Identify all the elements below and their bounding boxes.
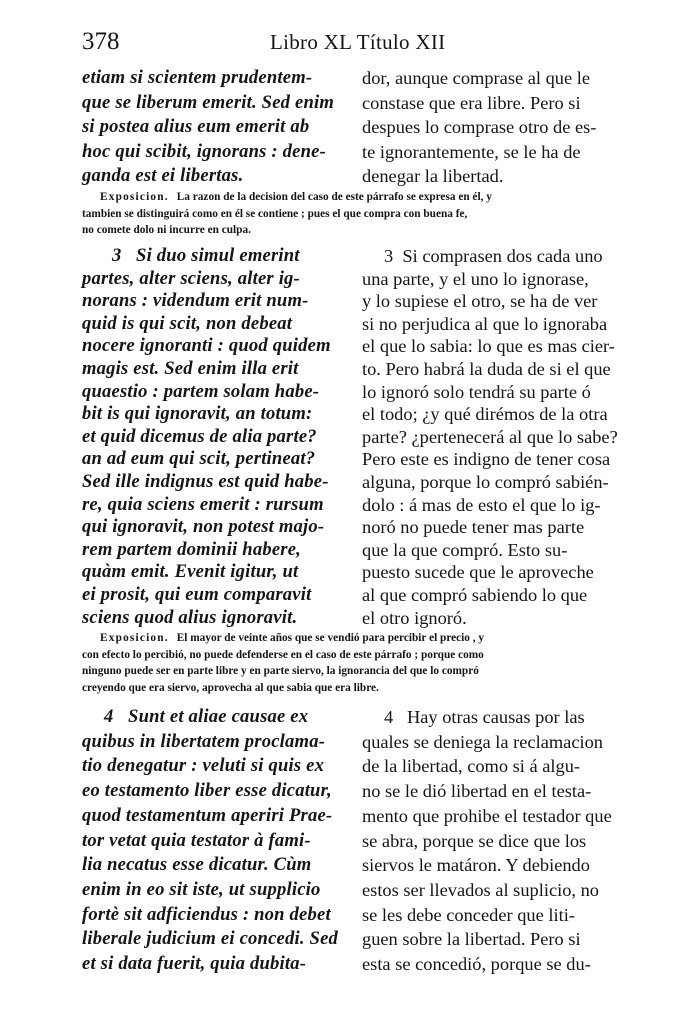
note-text: La razon de la decision del caso de este párrafo se expresa en él, y: [176, 191, 492, 203]
exposicion-note-1: [82, 189, 612, 239]
latin-line: quaestio : partem solam habe-: [82, 380, 320, 402]
latin-line: enim in eo sit iste, ut supplicio: [82, 878, 321, 900]
latin-line: 4 Sunt et aliae causae ex: [104, 706, 309, 727]
latin-column-3: [82, 705, 338, 977]
latin-line: quàm emit. Evenit igitur, ut: [82, 561, 299, 583]
spanish-line: guen sobre la libertad. Pero si: [362, 929, 581, 950]
note-text: El mayor de veinte años que se vendió para percibir el precio , y: [176, 632, 485, 644]
spanish-line: de la libertad, como si á algu-: [362, 756, 581, 777]
spanish-line: te ignorantemente, se le ha de: [362, 141, 581, 162]
note-line: no comete dolo ni incurre en culpa.: [82, 224, 251, 237]
latin-line: fortè sit adficiendus : non debet: [82, 903, 331, 925]
spanish-line: quales se deniega la reclamacion: [362, 731, 603, 752]
spanish-line: esta se concedió, porque se du-: [362, 954, 591, 975]
note-line: tambien se distinguirá como en él se contiene ; pues el que compra con buena fe,: [82, 207, 468, 220]
latin-line: quod testamentum aperiri Prae-: [82, 804, 333, 826]
latin-line: 3 Si duo simul emerint: [112, 245, 300, 266]
spanish-line: una parte, y el uno lo ignorase,: [362, 268, 589, 289]
latin-line: partes, alter sciens, alter ig-: [82, 267, 300, 289]
note-line: [82, 630, 612, 647]
latin-line: et quid dicemus de alia parte?: [82, 425, 317, 447]
spanish-line: se abra, porque se dice que los: [362, 830, 587, 851]
latin-line: si postea alius eum emerit ab: [82, 116, 310, 137]
latin-column-2: [82, 245, 331, 629]
spanish-column-3: [362, 705, 612, 977]
spanish-line: Pero este es indigno de tener cosa: [362, 449, 611, 470]
spanish-line: siervos le matáron. Y debiendo: [362, 855, 590, 876]
latin-line: ei prosit, qui eum comparavit: [82, 583, 312, 605]
latin-line: Sed ille indignus est quid habe-: [82, 470, 329, 492]
spanish-column-2: [362, 245, 618, 629]
latin-line: magis est. Sed enim illa erit: [82, 357, 299, 379]
spanish-line: y lo supiese el otro, se ha de ver: [362, 291, 598, 312]
spanish-line: despues lo comprase otro de es-: [362, 117, 597, 137]
spanish-line: parte? ¿pertenecerá al que lo sabe?: [362, 426, 618, 447]
running-title: Libro XL Título XII: [270, 30, 446, 54]
latin-line: re, quia sciens emerit : rursum: [82, 493, 324, 515]
spanish-line: alguna, porque lo compró sabién-: [362, 471, 609, 492]
latin-line: ganda est ei libertas.: [82, 165, 244, 186]
latin-line: quibus in libertatem proclama-: [82, 730, 326, 752]
latin-line: quid is qui scit, non debeat: [82, 312, 293, 334]
latin-line: hoc qui scibit, ignorans : dene-: [82, 140, 327, 162]
latin-line: liberale judicium ei concedi. Sed: [82, 928, 339, 950]
latin-line: nocere ignoranti : quod quidem: [82, 335, 331, 357]
spanish-line: 3 Si comprasen dos cada uno: [384, 246, 603, 266]
page-number: 378: [82, 28, 120, 55]
spanish-line: mento que prohibe el testador que: [362, 805, 612, 826]
exposicion-note-2: [82, 630, 612, 697]
spanish-line: si no perjudica al que lo ignoraba: [362, 313, 608, 334]
note-line: creyendo que era siervo, aprovecha al que sabia que era libre.: [82, 682, 379, 695]
note-label: Exposicion.: [100, 632, 169, 644]
latin-line: an ad eum qui scit, pertineat?: [82, 448, 316, 470]
latin-line: qui ignoravit, non potest majo-: [82, 516, 325, 538]
spanish-line: el que lo sabia: lo que es mas cier-: [362, 336, 615, 357]
note-line: [82, 189, 612, 206]
note-label: Exposicion.: [100, 191, 169, 203]
latin-column-1: [82, 66, 334, 189]
spanish-line: puesto sucede que le aproveche: [362, 562, 594, 583]
spanish-line: dolo : á mas de esto el que lo ig-: [362, 494, 601, 515]
spanish-line: constase que era libre. Pero si: [362, 92, 581, 113]
spanish-line: denegar la libertad.: [362, 166, 504, 186]
latin-line: eo testamento liber esse dicatur,: [82, 780, 332, 802]
latin-line: lia necatus esse dicatur. Cùm: [82, 854, 312, 876]
latin-line: que se liberum emerit. Sed enim: [82, 91, 335, 113]
latin-line: et si data fuerit, quia dubita-: [82, 953, 307, 975]
spanish-line: to. Pero habrá la duda de si el que: [362, 358, 611, 379]
spanish-line: que la que compró. Esto su-: [362, 539, 568, 560]
spanish-line: el otro ignoró.: [362, 607, 467, 628]
spanish-column-1: [362, 66, 596, 189]
spanish-line: 4 Hay otras causas por las: [384, 707, 585, 727]
latin-line: tor vetat quia testator à fami-: [82, 829, 311, 851]
page-header: [82, 28, 612, 62]
spanish-line: no se le dió libertad en el testa-: [362, 781, 592, 802]
spanish-line: noró no puede tener mas parte: [362, 517, 585, 538]
latin-line: sciens quod alius ignoravit.: [82, 606, 298, 628]
spanish-line: estos ser llevados al suplicio, no: [362, 879, 599, 900]
spanish-line: al que compró sabiendo lo que: [362, 584, 588, 605]
note-line: con efecto lo percibió, no puede defenderse en el caso de este párrafo ; porque como: [82, 648, 484, 661]
spanish-line: se les debe conceder que liti-: [362, 904, 575, 925]
latin-line: rem partem dominii habere,: [82, 538, 302, 560]
spanish-line: el todo; ¿y qué dirémos de la otra: [362, 404, 608, 425]
latin-line: bit is qui ignoravit, an totum:: [82, 403, 313, 425]
spanish-line: dor, aunque comprase al que le: [362, 68, 591, 88]
spanish-line: lo ignoró solo tendrá su parte ó: [362, 381, 591, 402]
latin-line: norans : videndum erit num-: [82, 290, 309, 312]
latin-line: etiam si scientem prudentem-: [82, 67, 313, 88]
note-line: ninguno puede ser en parte libre y en parte siervo, la ignorancia del que lo compró: [82, 665, 479, 678]
latin-line: tio denegatur : veluti si quis ex: [82, 755, 325, 777]
